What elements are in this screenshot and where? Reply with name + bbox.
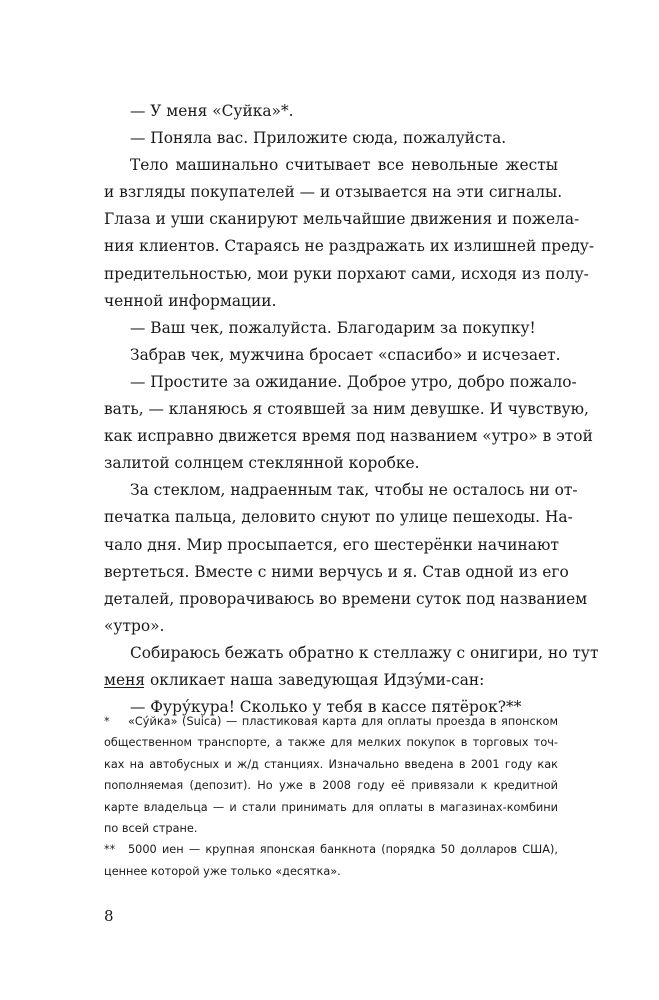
text-line: — Фуру́кура! Сколько у тебя в кассе пятёрок?** <box>130 698 522 717</box>
footnote-line: по всей стране. <box>104 822 198 836</box>
text-line: Забрав чек, мужчина бросает «спасибо» и исчезает. <box>130 345 561 364</box>
text-line: залитой солнцем стеклянной коробке. <box>104 454 420 473</box>
footnote-text: «Су́йка» (Suica) — пластиковая карта для оплаты проезда в японском <box>128 715 558 728</box>
footnote-divider <box>104 687 144 688</box>
paragraph <box>104 315 558 342</box>
footnote-line: пополняемая (депозит). Но уже в 2008 году её привязали к кредитной <box>104 779 558 793</box>
text-line: как исправно движется время под названием «утро» в этой <box>104 427 593 446</box>
footnote-line <box>104 839 558 860</box>
text-line: и взгляды покупателей — и отзывается на эти сигналы. <box>104 183 563 202</box>
paragraph <box>104 152 595 315</box>
text-line: чало дня. Мир просыпается, его шестерёнки начинают <box>104 535 559 554</box>
text-line: «утро». <box>104 616 165 635</box>
footnote-line: карте владельца — и стали принимать для оплаты в магазинах-комбини <box>104 800 558 814</box>
footnote-line: ценнее которой уже только «десятка». <box>104 864 341 878</box>
paragraph <box>104 125 558 152</box>
main-text <box>104 98 599 721</box>
text-line: деталей, проворачиваюсь во времени суток под названием <box>104 589 588 608</box>
text-line: Тело машинально считывает все невольные жесты <box>130 156 558 175</box>
text-line: — Поняла вас. Приложите сюда, пожалуйста. <box>130 129 507 148</box>
paragraph <box>104 640 599 694</box>
text-line: ния клиентов. Стараясь не раздражать их излишней преду- <box>104 237 595 256</box>
text-line: Глаза и уши сканируют мельчайшие движения и пожела- <box>104 210 580 229</box>
paragraph <box>104 342 561 369</box>
footnotes <box>104 711 558 882</box>
text-line: Собираюсь бежать обратно к стеллажу с онигири, но тут <box>130 643 599 662</box>
footnote <box>104 839 558 882</box>
footnote-mark: * <box>104 715 110 728</box>
paragraph <box>104 98 558 125</box>
text-line: предительностью, мои руки порхают сами, исходя из полу- <box>104 264 589 283</box>
text-line: печатка пальца, деловито снуют по улице пешеходы. На- <box>104 508 573 527</box>
paragraph <box>104 369 593 477</box>
text-line: — Простите за ожидание. Доброе утро, добро пожало- <box>130 372 577 391</box>
page-number: 8 <box>104 907 114 925</box>
footnote-line <box>104 711 558 732</box>
footnote-mark: ** <box>104 843 116 857</box>
paragraph <box>104 477 588 640</box>
text-line: ченной информации. <box>104 291 277 310</box>
footnote <box>104 711 558 839</box>
text-line: — Ваш чек, пожалуйста. Благодарим за покупку! <box>130 318 536 337</box>
footnote-line: ках на автобусных и ж/д станциях. Изначально введена в 2001 году как <box>104 757 558 771</box>
text-line: За стеклом, надраенным так, чтобы не осталось ни от- <box>130 481 578 500</box>
footnote-text: 5000 иен — крупная японская банкнота (порядка 50 долларов США), <box>128 843 558 857</box>
text-line: вать, — кланяюсь я стоявшей за ним девушке. И чувствую, <box>104 400 589 419</box>
text-line: вертеться. Вместе с ними верчусь и я. Став одной из его <box>104 562 569 581</box>
footnote-line: общественном транспорте, а также для мелких покупок в торговых точ- <box>104 736 558 750</box>
text-line: меня окликает наша заведующая Идзу́ми-сан: <box>104 670 485 689</box>
text-line: — У меня «Суйка»*. <box>130 102 294 120</box>
